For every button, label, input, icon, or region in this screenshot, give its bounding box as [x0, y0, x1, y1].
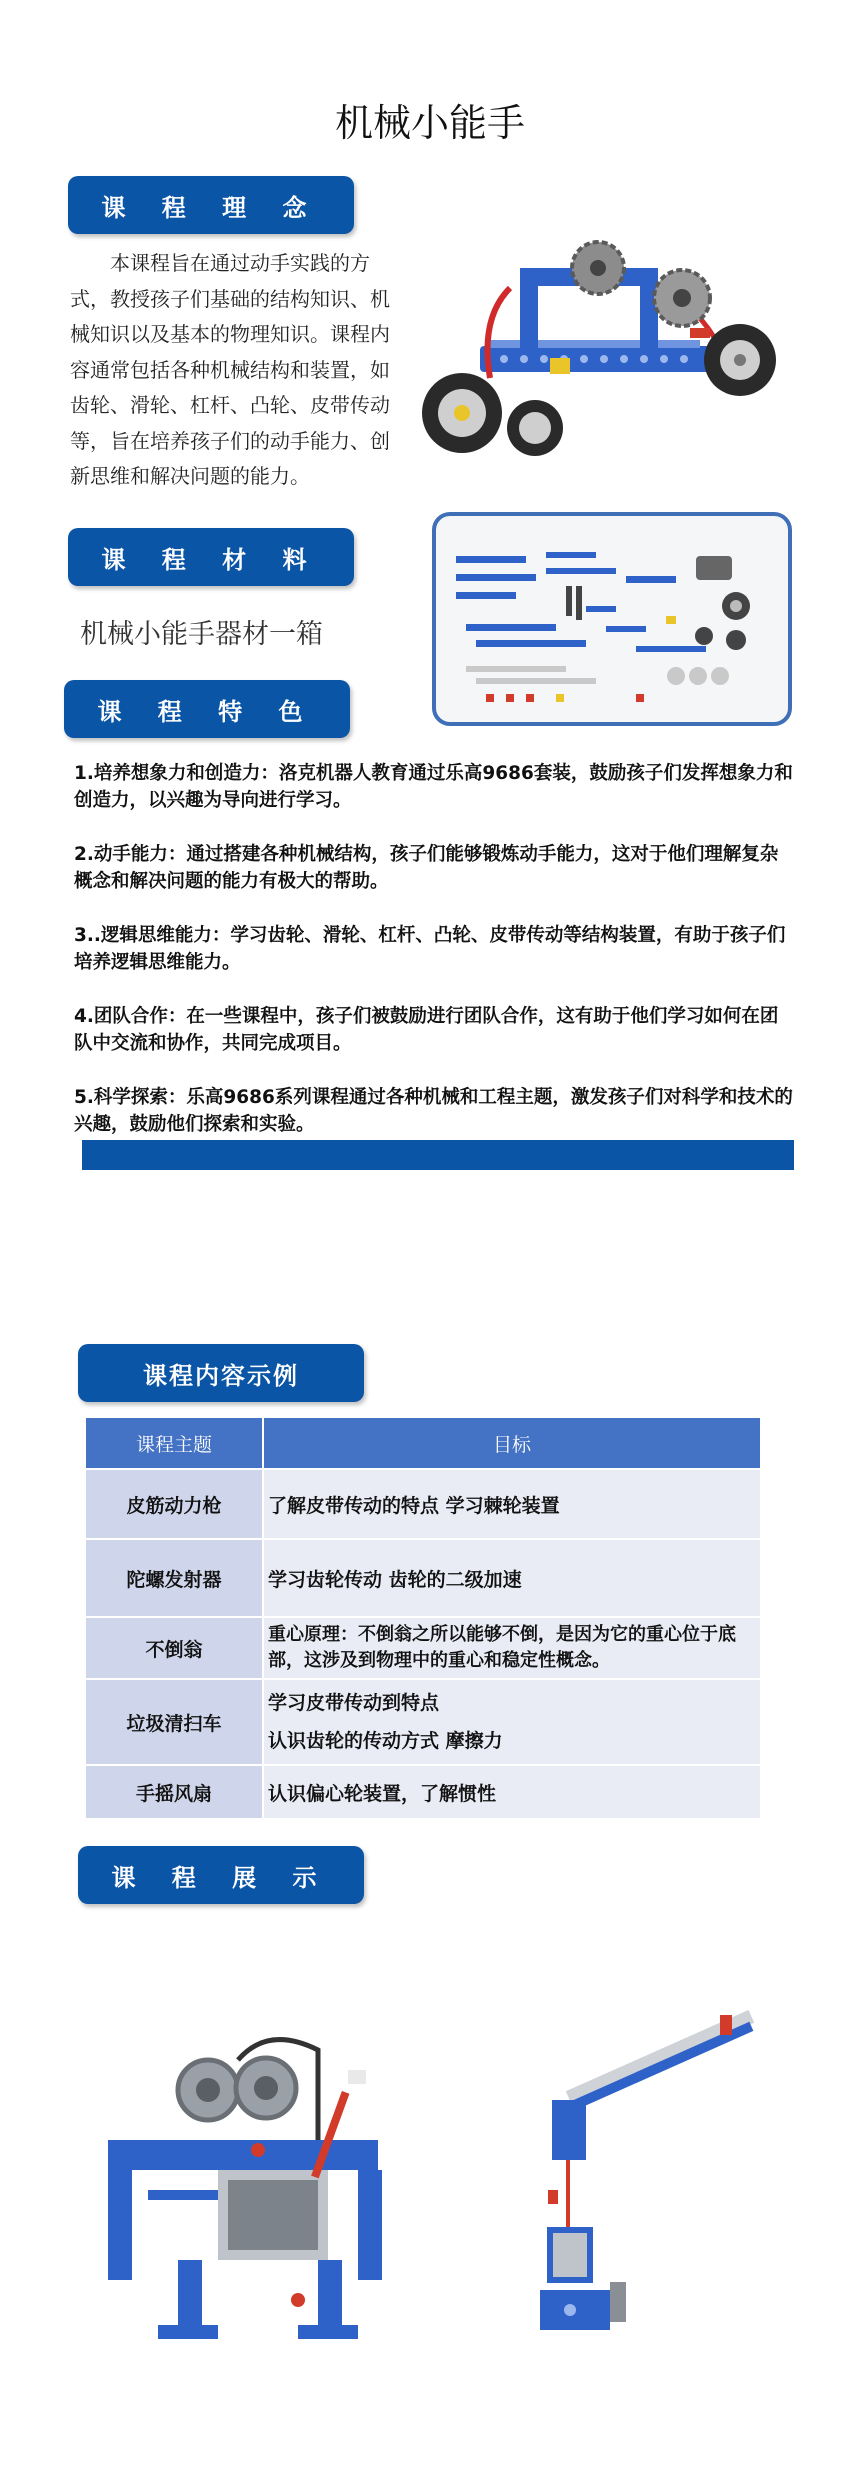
course-table	[84, 1416, 762, 1820]
showcase-robot-image	[88, 2030, 428, 2360]
feature-item-1: 1.培养想象力和创造力：洛克机器人教育通过乐高9686套装，鼓励孩子们发挥想象力和创造力，以兴趣为导向进行学习。	[74, 763, 793, 811]
table-cell-goal: 学习齿轮传动 齿轮的二级加速	[263, 1539, 761, 1617]
section-divider-bar	[82, 1140, 794, 1170]
section-header-content-example: 课程内容示例	[78, 1344, 364, 1402]
table-cell-topic: 垃圾清扫车	[85, 1679, 263, 1765]
table-cell-topic: 手摇风扇	[85, 1765, 263, 1819]
table-cell-goal: 了解皮带传动的特点 学习棘轮装置	[263, 1469, 761, 1539]
goal-line: 学习皮带传动到特点	[268, 1692, 440, 1714]
feature-item-2: 2.动手能力：通过搭建各种机械结构，孩子们能够锻炼动手能力，这对于他们理解复杂概念和解决问题的能力有极大的帮助。	[74, 844, 779, 892]
table-row	[85, 1469, 761, 1539]
table-cell-topic: 不倒翁	[85, 1617, 263, 1679]
page-title: 机械小能手	[334, 101, 525, 145]
table-row	[85, 1765, 761, 1819]
parts-kit-image	[432, 512, 792, 726]
features-list	[74, 760, 794, 1165]
table-row	[85, 1679, 761, 1765]
table-cell-goal: 重心原理：不倒翁之所以能够不倒，是因为它的重心位于底部，这涉及到物理中的重心和稳定性概念。	[263, 1617, 761, 1679]
section-header-showcase: 课 程 展 示	[78, 1846, 364, 1904]
goal-line: 认识齿轮的传动方式 摩擦力	[268, 1730, 503, 1752]
table-row	[85, 1539, 761, 1617]
table-cell-goal: 认识偏心轮装置，了解惯性	[263, 1765, 761, 1819]
feature-item-5: 5.科学探索：乐高9686系列课程通过各种机械和工程主题，激发孩子们对科学和技术的兴趣，鼓励他们探索和实验。	[74, 1087, 793, 1135]
table-cell-topic: 陀螺发射器	[85, 1539, 263, 1617]
car-model-image	[420, 228, 800, 468]
section-header-concept: 课 程 理 念	[68, 176, 354, 234]
feature-item-4: 4.团队合作：在一些课程中，孩子们被鼓励进行团队合作，这有助于他们学习如何在团队中交流和协作，共同完成项目。	[74, 1006, 779, 1054]
course-table-wrapper	[84, 1416, 762, 1820]
table-cell-topic: 皮筋动力枪	[85, 1469, 263, 1539]
table-header-goal: 目标	[263, 1417, 761, 1469]
showcase-crane-image	[520, 2010, 760, 2350]
table-header-topic: 课程主题	[85, 1417, 263, 1469]
section-header-features: 课 程 特 色	[64, 680, 350, 738]
table-cell-goal	[263, 1679, 761, 1765]
section-header-materials: 课 程 材 料	[68, 528, 354, 586]
table-row	[85, 1617, 761, 1679]
feature-item-3: 3..逻辑思维能力：学习齿轮、滑轮、杠杆、凸轮、皮带传动等结构装置，有助于孩子们培养逻辑思维能力。	[74, 925, 786, 973]
intro-paragraph: 本课程旨在通过动手实践的方式，教授孩子们基础的结构知识、机械知识以及基本的物理知识。课程内容通常包括各种机械结构和装置，如齿轮、滑轮、杠杆、凸轮、皮带传动等，旨在培养孩子们的动手能力、创新思维和解决问题的能力。	[70, 251, 390, 488]
table-header-row	[85, 1417, 761, 1469]
material-text: 机械小能手器材一箱	[80, 619, 323, 650]
